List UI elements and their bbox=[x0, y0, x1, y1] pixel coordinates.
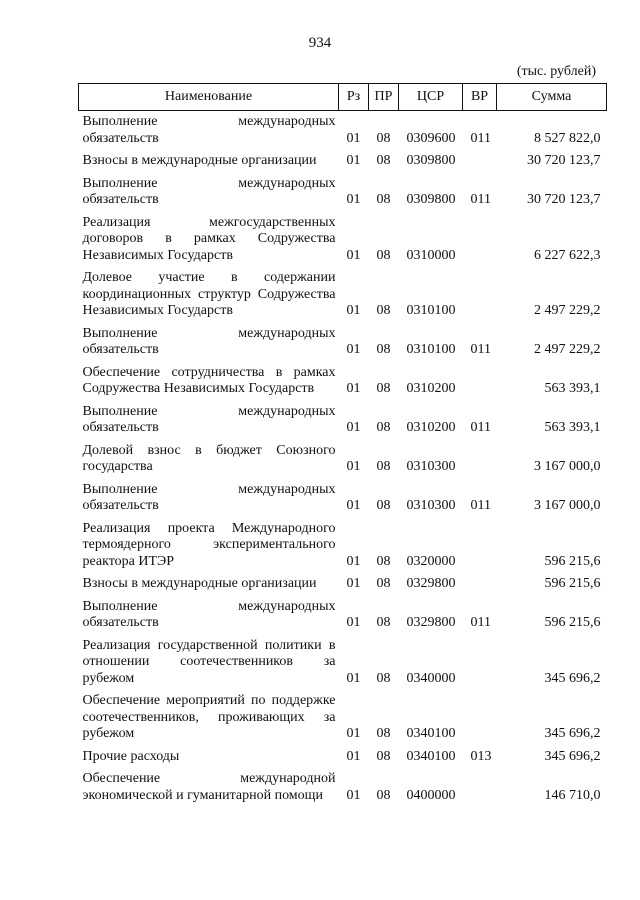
row-name: Обеспечение мероприятий по поддержке соотечественников, проживающих за рубежом bbox=[82, 693, 336, 741]
row-name: Выполнение международных обязательств bbox=[82, 175, 336, 207]
table-row bbox=[79, 518, 607, 574]
row-rz: 01 bbox=[346, 748, 361, 764]
table-row bbox=[79, 150, 607, 173]
row-pr: 08 bbox=[376, 787, 391, 803]
row-pr: 08 bbox=[376, 303, 391, 318]
row-sum: 8 527 822,0 bbox=[534, 130, 601, 146]
row-csr: 0310200 bbox=[406, 381, 456, 396]
row-csr: 0310200 bbox=[406, 420, 456, 435]
row-name: Реализация государственной политики в отношении соотечественников за рубежом bbox=[82, 637, 336, 686]
table-row bbox=[79, 173, 607, 212]
header-rz: Рз bbox=[339, 84, 369, 111]
table-row bbox=[79, 323, 607, 362]
table-row bbox=[79, 746, 607, 769]
row-sum: 563 393,1 bbox=[544, 381, 601, 396]
row-vr bbox=[463, 635, 497, 691]
row-rz: 01 bbox=[346, 459, 361, 474]
row-vr: 011 bbox=[470, 420, 491, 435]
row-name: Обеспечение сотрудничества в рамках Содружества Независимых Государств bbox=[82, 364, 336, 396]
row-pr: 08 bbox=[376, 420, 391, 435]
row-csr: 0309600 bbox=[406, 130, 456, 146]
table-row bbox=[79, 440, 607, 479]
row-sum: 146 710,0 bbox=[544, 787, 601, 803]
row-name: Выполнение международных обязательств bbox=[82, 403, 336, 435]
row-name: Реализация проекта Международного термоядерного экспериментального реактора ИТЭР bbox=[82, 520, 336, 569]
row-vr: 011 bbox=[470, 498, 491, 513]
row-name: Прочие расходы bbox=[82, 748, 180, 764]
row-sum: 3 167 000,0 bbox=[534, 498, 601, 513]
row-sum: 596 215,6 bbox=[544, 615, 601, 630]
header-vr: ВР bbox=[463, 84, 497, 111]
row-pr: 08 bbox=[376, 459, 391, 474]
row-pr: 08 bbox=[376, 615, 391, 630]
row-rz: 01 bbox=[346, 303, 361, 318]
table-row bbox=[79, 596, 607, 635]
row-name: Выполнение международных обязательств bbox=[82, 325, 336, 357]
row-vr bbox=[463, 362, 497, 401]
row-pr: 08 bbox=[376, 726, 391, 741]
row-vr: 011 bbox=[470, 130, 491, 146]
row-sum: 2 497 229,2 bbox=[534, 303, 601, 318]
row-vr bbox=[463, 518, 497, 574]
row-rz: 01 bbox=[346, 247, 361, 263]
row-rz: 01 bbox=[346, 342, 361, 357]
table-header bbox=[79, 84, 607, 111]
row-pr: 08 bbox=[376, 130, 391, 146]
row-rz: 01 bbox=[346, 576, 361, 591]
budget-table bbox=[78, 83, 607, 807]
table-row bbox=[79, 690, 607, 746]
row-rz: 01 bbox=[346, 787, 361, 803]
row-pr: 08 bbox=[376, 576, 391, 591]
row-sum: 2 497 229,2 bbox=[534, 342, 601, 357]
row-sum: 563 393,1 bbox=[544, 420, 601, 435]
table-row bbox=[79, 573, 607, 596]
row-pr: 08 bbox=[376, 247, 391, 263]
table-row bbox=[79, 111, 607, 151]
row-csr: 0320000 bbox=[406, 553, 456, 569]
row-name: Обеспечение международной экономической и гуманитарной помощи bbox=[82, 771, 336, 803]
row-rz: 01 bbox=[346, 420, 361, 435]
row-sum: 6 227 622,3 bbox=[534, 247, 601, 263]
table-row bbox=[79, 479, 607, 518]
row-sum: 3 167 000,0 bbox=[534, 459, 601, 474]
row-csr: 0340100 bbox=[406, 726, 456, 741]
row-vr bbox=[463, 267, 497, 323]
row-sum: 30 720 123,7 bbox=[527, 153, 601, 168]
row-csr: 0310100 bbox=[406, 303, 456, 318]
row-csr: 0310300 bbox=[406, 498, 456, 513]
row-vr: 013 bbox=[470, 748, 492, 764]
table-row bbox=[79, 635, 607, 691]
row-csr: 0340000 bbox=[406, 670, 456, 686]
row-vr bbox=[463, 440, 497, 479]
row-vr: 011 bbox=[470, 615, 491, 630]
table-row bbox=[79, 212, 607, 268]
table-body bbox=[79, 111, 607, 808]
row-pr: 08 bbox=[376, 153, 391, 168]
row-name: Взносы в международные организации bbox=[82, 153, 317, 168]
row-sum: 30 720 123,7 bbox=[527, 192, 601, 207]
row-csr: 0400000 bbox=[406, 787, 456, 803]
row-vr: 011 bbox=[470, 342, 491, 357]
row-rz: 01 bbox=[346, 553, 361, 569]
row-pr: 08 bbox=[376, 748, 391, 764]
header-name: Наименование bbox=[79, 84, 339, 111]
row-rz: 01 bbox=[346, 381, 361, 396]
row-rz: 01 bbox=[346, 726, 361, 741]
row-name: Долевое участие в содержании координационных структур Содружества Независимых Государств bbox=[82, 270, 336, 318]
header-csr: ЦСР bbox=[399, 84, 463, 111]
row-name: Долевой взнос в бюджет Союзного государства bbox=[82, 442, 336, 474]
row-csr: 0310300 bbox=[406, 459, 456, 474]
row-pr: 08 bbox=[376, 381, 391, 396]
row-rz: 01 bbox=[346, 192, 361, 207]
row-name: Взносы в международные организации bbox=[82, 576, 317, 591]
row-sum: 345 696,2 bbox=[544, 670, 601, 686]
row-vr bbox=[463, 573, 497, 596]
row-rz: 01 bbox=[346, 498, 361, 513]
row-rz: 01 bbox=[346, 153, 361, 168]
row-csr: 0329800 bbox=[406, 615, 456, 630]
row-sum: 345 696,2 bbox=[544, 748, 601, 764]
row-pr: 08 bbox=[376, 342, 391, 357]
row-sum: 596 215,6 bbox=[544, 553, 601, 569]
header-sum: Сумма bbox=[497, 84, 607, 111]
row-rz: 01 bbox=[346, 670, 361, 686]
row-csr: 0310100 bbox=[406, 342, 456, 357]
row-vr bbox=[463, 150, 497, 173]
table-row bbox=[79, 362, 607, 401]
row-name: Реализация межгосударственных договоров в рамках Содружества Независимых Государств bbox=[82, 214, 336, 263]
row-csr: 0309800 bbox=[406, 192, 456, 207]
table-row bbox=[79, 267, 607, 323]
table-row bbox=[79, 768, 607, 807]
row-vr bbox=[463, 212, 497, 268]
row-pr: 08 bbox=[376, 498, 391, 513]
row-pr: 08 bbox=[376, 670, 391, 686]
header-pr: ПР bbox=[369, 84, 399, 111]
table-row bbox=[79, 401, 607, 440]
row-name: Выполнение международных обязательств bbox=[82, 598, 336, 630]
row-vr bbox=[463, 768, 497, 807]
row-rz: 01 bbox=[346, 615, 361, 630]
row-name: Выполнение международных обязательств bbox=[82, 114, 336, 146]
row-csr: 0310000 bbox=[406, 247, 456, 263]
row-rz: 01 bbox=[346, 130, 361, 146]
row-csr: 0329800 bbox=[406, 576, 456, 591]
units-label: (тыс. рублей) bbox=[516, 64, 596, 79]
row-pr: 08 bbox=[376, 553, 391, 569]
row-pr: 08 bbox=[376, 192, 391, 207]
row-vr: 011 bbox=[470, 192, 491, 207]
row-csr: 0340100 bbox=[406, 748, 456, 764]
row-sum: 345 696,2 bbox=[544, 726, 601, 741]
page-number: 934 bbox=[308, 35, 332, 51]
header-row bbox=[79, 84, 607, 111]
row-sum: 596 215,6 bbox=[544, 576, 601, 591]
row-vr bbox=[463, 690, 497, 746]
row-csr: 0309800 bbox=[406, 153, 456, 168]
row-name: Выполнение международных обязательств bbox=[82, 481, 336, 513]
